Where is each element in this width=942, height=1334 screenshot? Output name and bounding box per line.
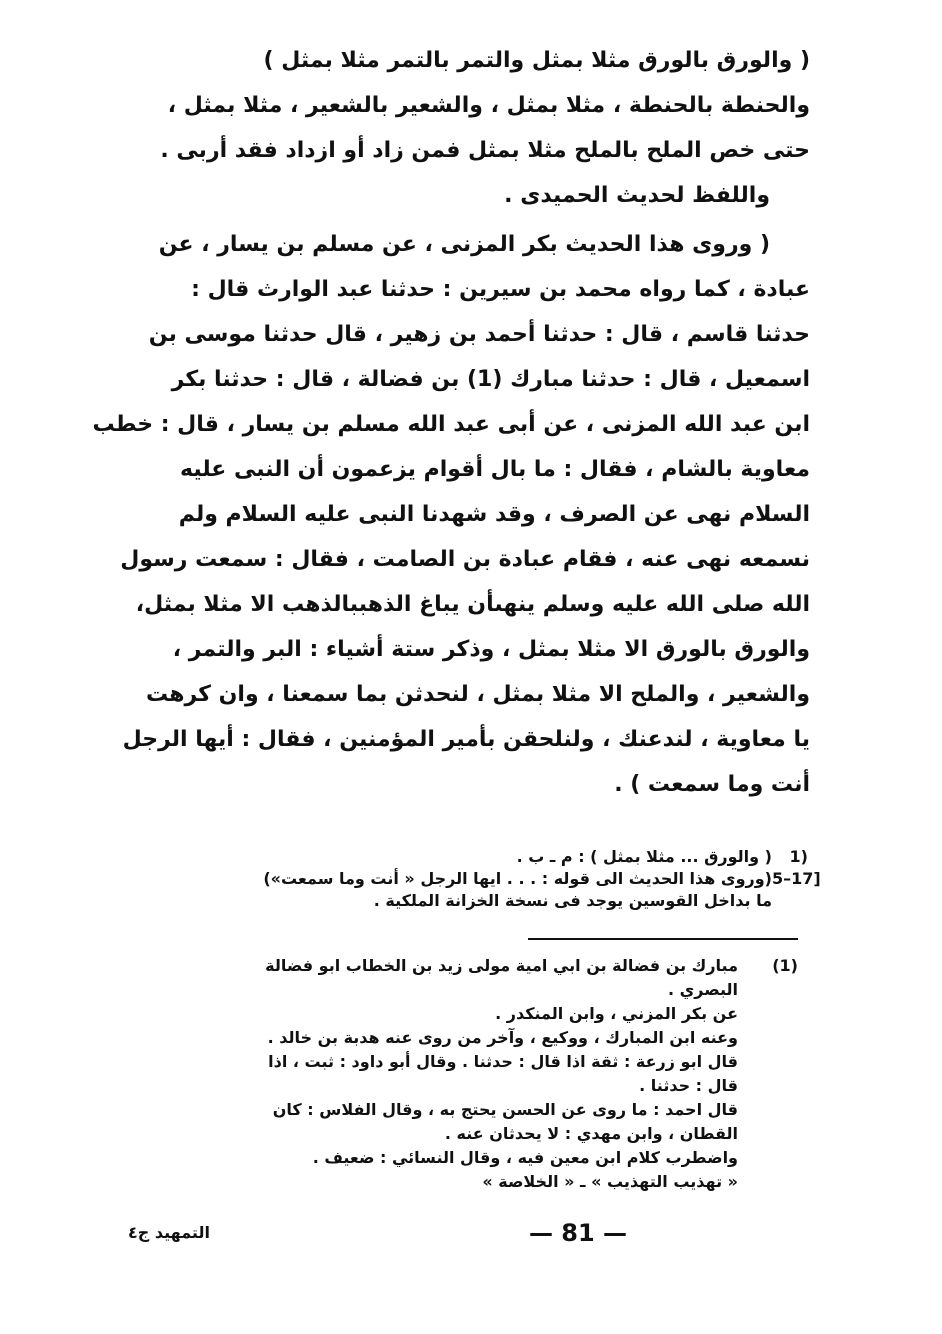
main-text-line: والحنطة بالحنطة ، مثلا بمثل ، والشعير بالشعير ، مثلا بمثل ، xyxy=(167,93,810,118)
main-text-line: الله صلى الله عليه وسلم ينهىأن يباغ الذهببالذهب الا مثلا بمثل، xyxy=(135,592,810,617)
main-text-line: أنت وما سمعت ) . xyxy=(614,772,810,797)
main-text-line: السلام نهى عن الصرف ، وقد شهدنا النبى عليه السلام ولم xyxy=(178,502,810,527)
footnote-number: (1) xyxy=(772,956,798,975)
main-text-line: ( والورق بالورق مثلا بمثل والتمر بالتمر مثلا بمثل ) xyxy=(263,48,810,73)
variant-note xyxy=(132,868,821,890)
main-text-line: ابن عبد الله المزنى ، عن أبى عبد الله مسلم بن يسار ، قال : خطب xyxy=(92,412,810,437)
footnote-divider xyxy=(528,938,798,940)
main-text-line: نسمعه نهى عنه ، فقام عبادة بن الصامت ، فقال : سمعت رسول xyxy=(120,547,810,572)
page-footer xyxy=(100,1216,820,1250)
note-text: ما بداخل القوسين يوجد فى نسخة الخزانة الملكية . xyxy=(373,891,772,910)
main-text-line: واللفظ لحديث الحميدى . xyxy=(504,183,770,208)
main-text-line: معاوية بالشام ، فقال : ما بال أقوام يزعمون أن النبى عليه xyxy=(180,457,810,482)
footnote-line: واضطرب كلام ابن معين فيه ، وقال النسائي : ضعيف . xyxy=(312,1148,738,1167)
note-number: 1) xyxy=(789,847,808,866)
main-text-line: عبادة ، كما رواه محمد بن سيرين : حدثنا عبد الوارث قال : xyxy=(191,277,810,302)
footnote-line: قال احمد : ما روى عن الحسن يحتج به ، وقال الفلاس : كان xyxy=(272,1100,738,1119)
main-text-line: يا معاوية ، لندعنك ، ولنلحقن بأمير المؤمنين ، فقال : أيها الرجل xyxy=(122,727,810,752)
footnote-line: عن بكر المزني ، وابن المنكدر . xyxy=(495,1004,738,1023)
running-title: التمهيد ج٤ xyxy=(128,1223,210,1242)
footnote-line: البصري . xyxy=(667,980,738,999)
page-number: — 81 — xyxy=(528,1219,628,1247)
main-text-line: والورق بالورق الا مثلا بمثل ، وذكر ستة أشياء : البر والتمر ، xyxy=(172,637,810,662)
main-text-line: اسمعيل ، قال : حدثنا مبارك (1) بن فضالة ، قال : حدثنا بكر xyxy=(171,367,810,392)
footnote-body xyxy=(132,954,738,1194)
main-text-line: والشعير ، والملح الا مثلا بمثل ، لنحدثن بما سمعنا ، وان كرهت xyxy=(145,682,810,707)
note-text: (وروى هذا الحديث الى قوله : . . . ايها الرجل « أنت وما سمعت») xyxy=(263,869,772,888)
footnote-line: « تهذيب التهذيب » ـ « الخلاصة » xyxy=(482,1172,738,1191)
main-text-line: حتى خص الملح بالملح مثلا بمثل فمن زاد أو ازداد فقد أربى . xyxy=(160,138,810,163)
biography-footnote xyxy=(132,954,798,1194)
variant-notes xyxy=(132,846,821,912)
variant-note xyxy=(132,846,808,868)
footnote-line: وعنه ابن المبارك ، ووكيع ، وآخر من روى عنه هدبة بن خالد . xyxy=(267,1028,738,1047)
footnote-line: مبارك بن فضالة بن ابي امية مولى زيد بن الخطاب ابو فضالة xyxy=(265,956,738,975)
footnote-line: قال : حدثنا . xyxy=(639,1076,738,1095)
note-number: 5–17] xyxy=(772,869,821,888)
main-text-block xyxy=(92,38,810,807)
main-text-line: حدثنا قاسم ، قال : حدثنا أحمد بن زهير ، قال حدثنا موسى بن xyxy=(148,322,810,347)
note-text: ( والورق ... مثلا بمثل ) : م ـ ب . xyxy=(516,847,772,866)
footnote-line: القطان ، وابن مهدي : لا يحدثان عنه . xyxy=(444,1124,738,1143)
variant-note-continuation xyxy=(132,890,808,912)
footnote-line: قال ابو زرعة : ثقة اذا قال : حدثنا . وقال أبو داود : ثبت ، اذا xyxy=(268,1052,738,1071)
main-text-line: ( وروى هذا الحديث بكر المزنى ، عن مسلم بن يسار ، عن xyxy=(158,232,770,257)
